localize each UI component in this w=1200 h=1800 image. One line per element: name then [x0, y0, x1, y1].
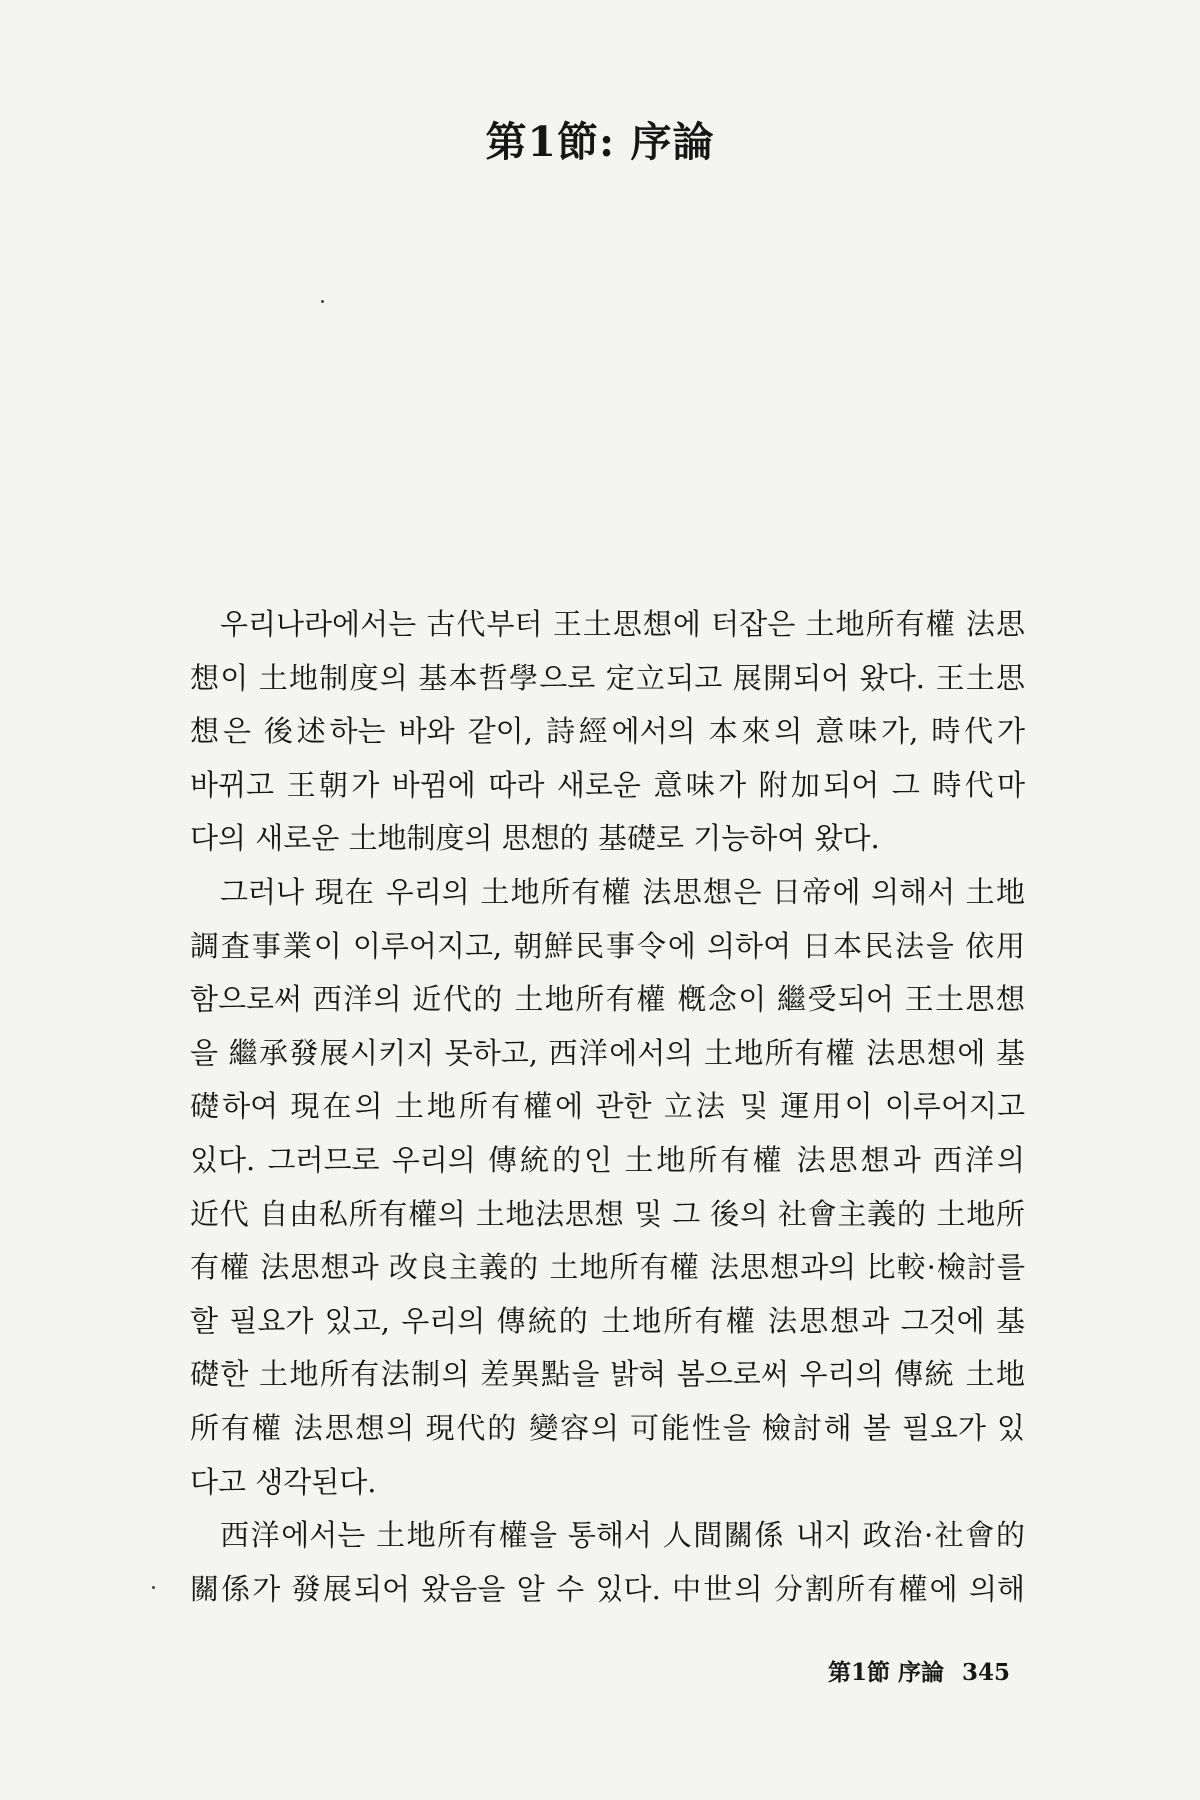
text-line: 西洋에서는 土地所有權을 통해서 人間關係 내지 政治·社會的 — [220, 1518, 1025, 1553]
running-title: 第1節 序論 — [827, 1659, 944, 1686]
text-line: 바뀌고 王朝가 바뀜에 따라 새로운 意味가 附加되어 그 時代마 — [190, 767, 1025, 802]
text-line: 想은 後述하는 바와 같이, 詩經에서의 本來의 意味가, 時代가 — [190, 714, 1025, 749]
text-line: 그러나 現在 우리의 土地所有權 法思想은 日帝에 의해서 土地 — [220, 874, 1025, 909]
text-line: 想이 土地制度의 基本哲學으로 定立되고 展開되어 왔다. 王土思 — [190, 660, 1025, 695]
text-line: 近代 自由私所有權의 土地法思想 및 그 後의 社會主義的 土地所 — [190, 1196, 1025, 1231]
section-title: 第1節: 序論 — [485, 118, 715, 166]
text-line: 다고 생각된다. — [190, 1464, 377, 1499]
text-line: 有權 法思想과 改良主義的 土地所有權 法思想과의 比較·檢討를 — [190, 1250, 1025, 1285]
text-line: 다의 새로운 土地制度의 思想的 基礎로 기능하여 왔다. — [190, 821, 880, 856]
scan-speck — [152, 1586, 155, 1589]
page-footer — [828, 1654, 1010, 1687]
text-line: 우리나라에서는 古代부터 王土思想에 터잡은 土地所有權 法思 — [220, 607, 1025, 641]
scan-speck — [321, 300, 324, 303]
text-line: 을 繼承發展시키지 못하고, 西洋에서의 土地所有權 法思想에 基 — [190, 1035, 1025, 1070]
page-number: 345 — [961, 1659, 1010, 1686]
text-line: 함으로써 西洋의 近代的 土地所有權 槪念이 繼受되어 王土思想 — [190, 982, 1025, 1017]
body-text — [190, 598, 1025, 1616]
text-line: 所有權 法思想의 現代的 變容의 可能性을 檢討해 볼 필요가 있 — [190, 1410, 1025, 1445]
text-line: 할 필요가 있고, 우리의 傳統的 土地所有權 法思想과 그것에 基 — [190, 1303, 1025, 1338]
text-line: 礎하여 現在의 土地所有權에 관한 立法 및 運用이 이루어지고 — [190, 1089, 1025, 1124]
text-line: 調査事業이 이루어지고, 朝鮮民事令에 의하여 日本民法을 依用 — [190, 928, 1025, 963]
text-line: 있다. 그러므로 우리의 傳統的인 土地所有權 法思想과 西洋의 — [190, 1142, 1025, 1177]
text-line: 礎한 土地所有法制의 差異點을 밝혀 봄으로써 우리의 傳統 土地 — [190, 1357, 1025, 1392]
text-line: 關係가 發展되어 왔음을 알 수 있다. 中世의 分割所有權에 의해 — [190, 1571, 1025, 1606]
